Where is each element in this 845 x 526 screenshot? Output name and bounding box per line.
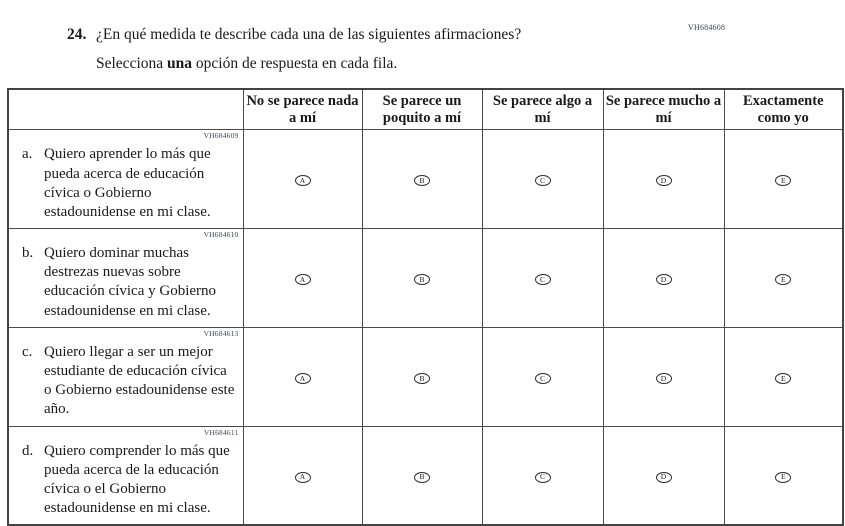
row-label: c. [22,343,33,360]
option-cell-c4 [603,327,724,426]
option-cell-a1 [243,130,362,229]
column-header-2: Se parece un poquito a mí [362,89,482,130]
option-bubble-b-E[interactable]: E [775,274,791,285]
statement-text: Quiero comprender lo más que pueda acerca de la educación cívica o el Gobierno estadounidense en mi clase. [44,442,230,517]
statement-cell-a [8,130,243,229]
table-row-b [8,229,843,328]
option-bubble-b-A[interactable]: A [295,274,311,285]
instruction [96,55,397,73]
option-cell-a5 [724,130,843,229]
option-cell-a2 [362,130,482,229]
option-bubble-a-D[interactable]: D [656,175,672,186]
option-bubble-b-D[interactable]: D [656,274,672,285]
option-cell-b1 [243,229,362,328]
option-bubble-c-B[interactable]: B [414,373,430,384]
header-row [8,89,843,130]
option-bubble-d-A[interactable]: A [295,472,311,483]
response-matrix-table [7,88,844,526]
row-label: a. [22,146,33,163]
option-cell-a3 [482,130,603,229]
statement-text: Quiero llegar a ser un mejor estudiante de educación cívica o Gobierno estadounidense este año. [44,343,235,418]
row-accession-code: VH684613 [203,328,239,338]
question [67,26,707,44]
option-cell-d1 [243,426,362,525]
table-row-a [8,130,843,229]
option-cell-c2 [362,327,482,426]
option-bubble-c-D[interactable]: D [656,373,672,384]
question-number: 24. [67,26,87,43]
option-bubble-d-B[interactable]: B [414,472,430,483]
instruction-suffix: opción de respuesta en cada fila. [192,55,398,72]
option-cell-b5 [724,229,843,328]
statement-cell-c [8,327,243,426]
option-bubble-c-C[interactable]: C [535,373,551,384]
column-header-3: Se parece algo a mí [482,89,603,130]
option-cell-a4 [603,130,724,229]
option-bubble-d-D[interactable]: D [656,472,672,483]
column-header-5: Exactamente como yo [724,89,843,130]
option-cell-d4 [603,426,724,525]
option-cell-d2 [362,426,482,525]
option-bubble-a-C[interactable]: C [535,175,551,186]
table-row-d [8,426,843,525]
instruction-bold-word: una [167,55,193,72]
option-cell-d5 [724,426,843,525]
option-bubble-a-A[interactable]: A [295,175,311,186]
row-accession-code: VH684609 [203,131,239,141]
accession-code: VH684608 [688,23,726,32]
row-accession-code: VH684611 [203,427,239,437]
row-label: b. [22,245,34,262]
option-cell-b4 [603,229,724,328]
option-bubble-b-C[interactable]: C [535,274,551,285]
instruction-prefix: Selecciona [96,55,168,72]
option-bubble-c-A[interactable]: A [295,373,311,384]
header-corner-cell [8,89,243,130]
option-bubble-c-E[interactable]: E [775,373,791,384]
option-bubble-b-B[interactable]: B [414,274,430,285]
option-cell-b3 [482,229,603,328]
column-header-1: No se parece nada a mí [243,89,362,130]
statement-cell-d [8,426,243,525]
statement-text: Quiero dominar muchas destrezas nuevas sobre educación cívica y Gobierno estadounidense en mi clase. [44,245,217,319]
option-bubble-a-B[interactable]: B [414,175,430,186]
option-bubble-d-E[interactable]: E [775,472,791,483]
option-bubble-a-E[interactable]: E [775,175,791,186]
row-accession-code: VH684610 [203,230,239,240]
statement-text: Quiero aprender lo más que pueda acerca de educación cívica o Gobierno estadounidense en mi clase. [44,146,211,220]
option-cell-c3 [482,327,603,426]
statement-cell-b [8,229,243,328]
option-cell-b2 [362,229,482,328]
table-row-c [8,327,843,426]
option-cell-d3 [482,426,603,525]
option-cell-c1 [243,327,362,426]
question-text: ¿En qué medida te describe cada una de las siguientes afirmaciones? [96,26,522,43]
row-label: d. [22,442,34,459]
option-cell-c5 [724,327,843,426]
option-bubble-d-C[interactable]: C [535,472,551,483]
column-header-4: Se parece mucho a mí [603,89,724,130]
